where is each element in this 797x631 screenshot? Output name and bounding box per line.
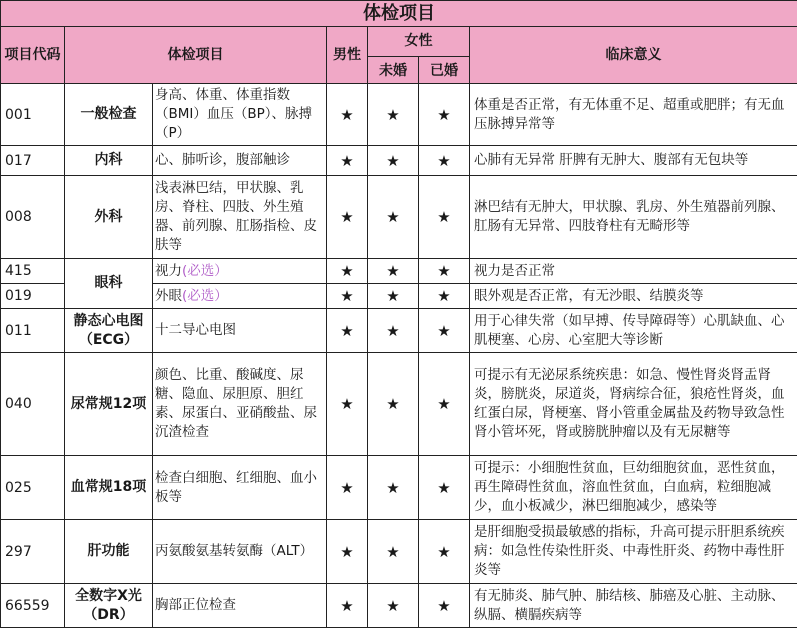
row-code: 025	[1, 456, 65, 520]
male-star: ★	[327, 456, 368, 520]
row-significance: 心肺有无异常 肝脾有无肿大、腹部有无包块等	[470, 146, 797, 176]
unmarried-star: ★	[368, 456, 419, 520]
unmarried-star: ★	[368, 309, 419, 353]
table-row	[1, 584, 797, 628]
married-star: ★	[419, 520, 470, 584]
married-star: ★	[419, 176, 470, 259]
row-name: 肝功能	[65, 520, 153, 584]
row-name: 内科	[65, 146, 153, 176]
row-items: 身高、体重、体重指数（BMI）血压（BP）、脉搏（P）	[153, 84, 327, 146]
header-unmarried: 未婚	[368, 57, 419, 84]
row-code: 019	[1, 284, 65, 309]
unmarried-star: ★	[368, 176, 419, 259]
unmarried-star: ★	[368, 584, 419, 628]
header-female: 女性	[368, 27, 470, 57]
item-text: 视力	[155, 262, 182, 279]
married-star: ★	[419, 584, 470, 628]
row-code: 415	[1, 259, 65, 284]
table-row	[1, 84, 797, 146]
row-code: 001	[1, 84, 65, 146]
male-star: ★	[327, 146, 368, 176]
male-star: ★	[327, 584, 368, 628]
row-items: 检查白细胞、红细胞、血小板等	[153, 456, 327, 520]
table-row	[1, 146, 797, 176]
male-star: ★	[327, 84, 368, 146]
row-code: 040	[1, 353, 65, 456]
unmarried-star: ★	[368, 146, 419, 176]
row-code: 011	[1, 309, 65, 353]
row-items: 心、肺听诊，腹部触诊	[153, 146, 327, 176]
married-star: ★	[419, 284, 470, 309]
male-star: ★	[327, 309, 368, 353]
unmarried-star: ★	[368, 259, 419, 284]
row-name: 外科	[65, 176, 153, 259]
unmarried-star: ★	[368, 284, 419, 309]
row-significance: 淋巴结有无肿大，甲状腺、乳房、外生殖器前列腺、肛肠有无异常、四肢脊柱有无畸形等	[470, 176, 797, 259]
row-significance: 是肝细胞受损最敏感的指标，升高可提示肝胆系统疾病：如急性传染性肝炎、中毒性肝炎、药物中毒性肝炎等	[470, 520, 797, 584]
row-items: 胸部正位检查	[153, 584, 327, 628]
table-row	[1, 309, 797, 353]
row-significance: 眼外观是否正常，有无沙眼、结膜炎等	[470, 284, 797, 309]
table-title: 体检项目	[1, 1, 797, 27]
row-code: 017	[1, 146, 65, 176]
married-star: ★	[419, 456, 470, 520]
row-name: 全数字X光（DR）	[65, 584, 153, 628]
married-star: ★	[419, 259, 470, 284]
row-name: 尿常规12项	[65, 353, 153, 456]
row-code: 66559	[1, 584, 65, 628]
married-star: ★	[419, 84, 470, 146]
row-name: 血常规18项	[65, 456, 153, 520]
table-row	[1, 520, 797, 584]
required-note: (必选）	[182, 262, 228, 279]
row-items	[153, 259, 327, 284]
table-row	[1, 456, 797, 520]
married-star: ★	[419, 353, 470, 456]
row-significance: 可提示：小细胞性贫血，巨幼细胞贫血，恶性贫血，再生障碍性贫血，溶血性贫血，白血病，粒细胞减少，血小板减少，淋巴细胞减少，感染等	[470, 456, 797, 520]
row-significance: 用于心律失常（如早搏、传导障碍等）心肌缺血、心肌梗塞、心房、心室肥大等诊断	[470, 309, 797, 353]
header-item: 体检项目	[65, 27, 327, 84]
male-star: ★	[327, 259, 368, 284]
row-items: 颜色、比重、酸碱度、尿糖、隐血、尿胆原、胆红素、尿蛋白、亚硝酸盐、尿沉渣检查	[153, 353, 327, 456]
row-items: 十二导心电图	[153, 309, 327, 353]
row-name: 眼科	[65, 259, 153, 309]
header-significance: 临床意义	[470, 27, 797, 84]
header-code: 项目代码	[1, 27, 65, 84]
table-row	[1, 176, 797, 259]
table-row	[1, 353, 797, 456]
unmarried-star: ★	[368, 84, 419, 146]
unmarried-star: ★	[368, 520, 419, 584]
row-code: 297	[1, 520, 65, 584]
row-code: 008	[1, 176, 65, 259]
header-married: 已婚	[419, 57, 470, 84]
row-significance: 有无肺炎、肺气肿、肺结核、肺癌及心脏、主动脉、纵膈、横膈疾病等	[470, 584, 797, 628]
married-star: ★	[419, 309, 470, 353]
row-significance: 可提示有无泌尿系统疾患：如急、慢性肾炎肾盂肾炎，膀胱炎，尿道炎，肾病综合征，狼疮性肾炎，血红蛋白尿，肾梗塞、肾小管重金属盐及药物导致急性肾小管坏死，肾或膀胱肿瘤以及有无尿糖等	[470, 353, 797, 456]
row-significance: 视力是否正常	[470, 259, 797, 284]
male-star: ★	[327, 520, 368, 584]
male-star: ★	[327, 353, 368, 456]
row-items: 丙氨酸氨基转氨酶（ALT）	[153, 520, 327, 584]
row-name: 静态心电图（ECG）	[65, 309, 153, 353]
unmarried-star: ★	[368, 353, 419, 456]
item-text: 外眼	[155, 287, 182, 304]
row-items	[153, 284, 327, 309]
row-name: 一般检查	[65, 84, 153, 146]
row-items: 浅表淋巴结，甲状腺、乳房、脊柱、四肢、外生殖器、前列腺、肛肠指检、皮肤等	[153, 176, 327, 259]
male-star: ★	[327, 176, 368, 259]
required-note: (必选）	[182, 287, 228, 304]
header-male: 男性	[327, 27, 368, 84]
male-star: ★	[327, 284, 368, 309]
table-row	[1, 259, 797, 284]
row-significance: 体重是否正常，有无体重不足、超重或肥胖；有无血压脉搏异常等	[470, 84, 797, 146]
married-star: ★	[419, 146, 470, 176]
